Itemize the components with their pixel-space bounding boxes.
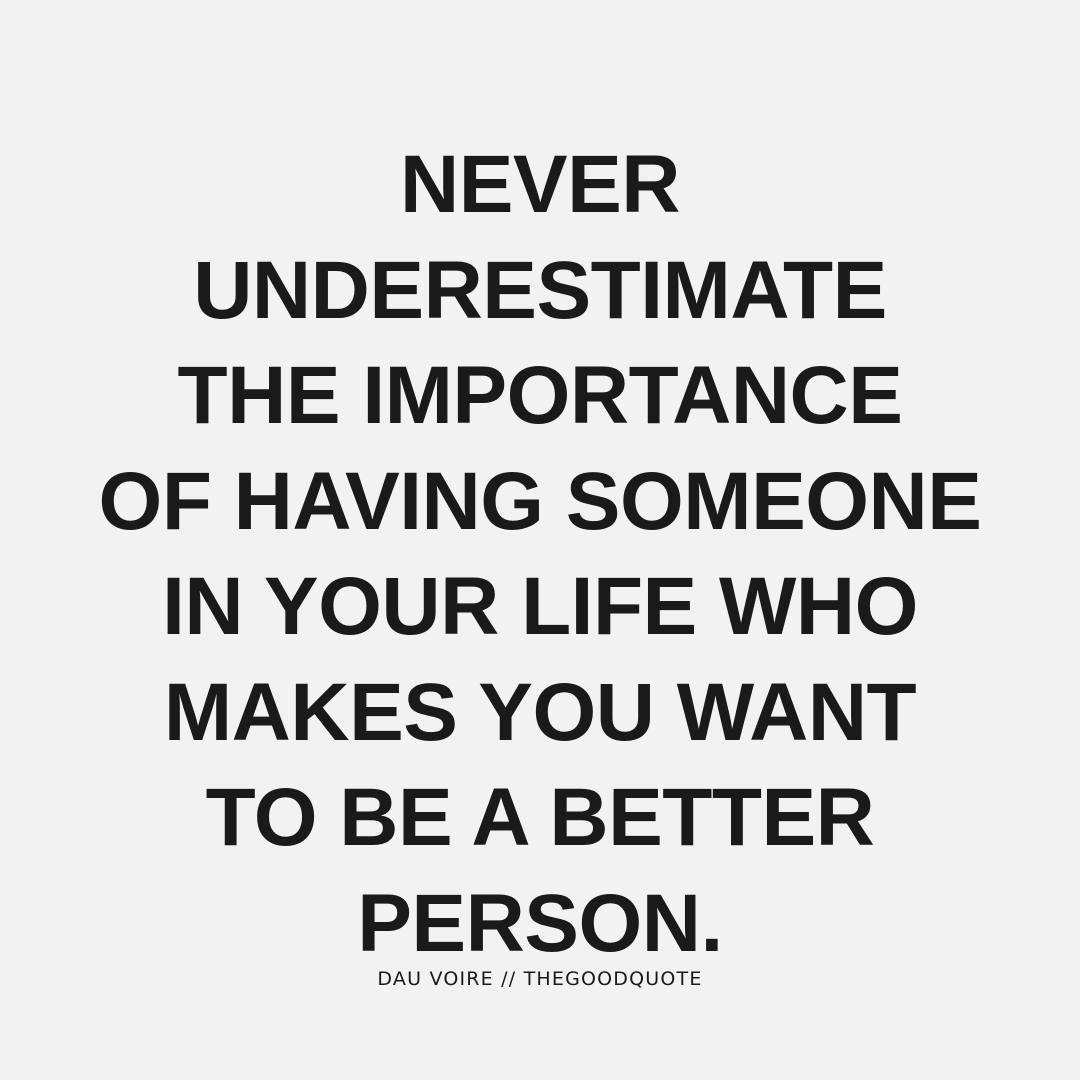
quote-line: NEVER <box>399 139 680 230</box>
quote-line: THE IMPORTANCE <box>177 350 903 441</box>
quote-line: OF HAVING SOMEONE <box>98 455 982 547</box>
quote-line: PERSON. <box>357 877 723 969</box>
quote-line: IN YOUR LIFE WHO <box>162 561 918 652</box>
quote-line: MAKES YOU WANT <box>163 666 917 758</box>
attribution: DAU VOIRE // THEGOODQUOTE <box>377 968 703 990</box>
quote-line: TO BE A BETTER <box>205 772 875 863</box>
quote-text <box>0 132 1080 976</box>
quote-line: UNDERESTIMATE <box>193 244 887 336</box>
